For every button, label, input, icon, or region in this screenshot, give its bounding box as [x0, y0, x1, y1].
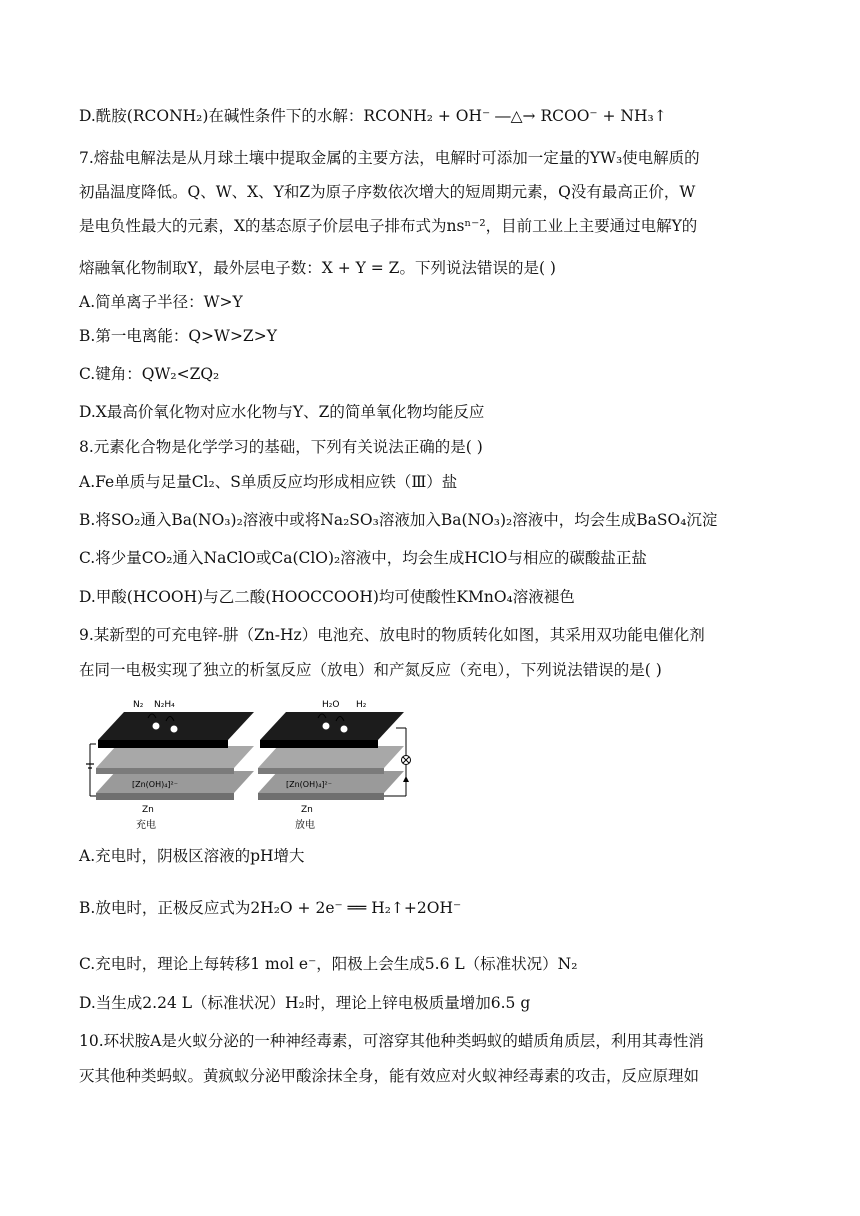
discharge-caption: 放电 — [295, 820, 315, 831]
battery-figure — [86, 688, 431, 834]
text-line: 10.环状胺A是火蚁分泌的一种神经毒素，可溶穿其他种类蚂蚁的蜡质角质层，利用其毒性消 — [79, 1032, 704, 1050]
text-line: B.放电时，正极反应式为2H₂O + 2e⁻ ══ H₂↑+2OH⁻ — [79, 899, 462, 917]
text-line: B.将SO₂通入Ba(NO₃)₂溶液中或将Na₂SO₃溶液加入Ba(NO₃)₂溶液中，均会生成BaSO₄沉淀 — [79, 511, 718, 529]
charge-caption: 充电 — [136, 820, 156, 831]
charge-gas1-label: N₂ — [133, 700, 144, 710]
discharge-gas2-label: H₂ — [356, 700, 367, 710]
charge-gas2-label: N₂H₄ — [154, 700, 175, 710]
text-line: 8.元素化合物是化学学习的基础，下列有关说法正确的是( ) — [79, 438, 483, 456]
charge-metal-label: Zn — [142, 805, 154, 815]
text-line: 初晶温度降低。Q、W、X、Y和Z为原子序数依次增大的短周期元素，Q没有最高正价，W — [79, 183, 696, 201]
battery-diagram — [86, 688, 431, 834]
discharge-gas1-label: H₂O — [322, 700, 340, 710]
text-line: D.甲酸(HCOOH)与乙二酸(HOOCCOOH)均可使酸性KMnO₄溶液褪色 — [79, 588, 575, 606]
text-line: 7.熔盐电解法是从月球土壤中提取金属的主要方法，电解时可添加一定量的YW₃使电解质的 — [79, 149, 700, 167]
text-line: 9.某新型的可充电锌-肼（Zn-Hz）电池充、放电时的物质转化如图，其采用双功能电催化剂 — [79, 626, 705, 644]
discharge-complex-label: [Zn(OH)₄]²⁻ — [286, 780, 332, 789]
text-line: A.简单离子半径：W>Y — [79, 293, 243, 311]
discharge-metal-label: Zn — [301, 805, 313, 815]
text-line: A.充电时，阴极区溶液的pH增大 — [79, 847, 305, 865]
text-line: A.Fe单质与足量Cl₂、S单质反应均形成相应铁（Ⅲ）盐 — [79, 473, 458, 491]
catalyst-electrode — [98, 712, 254, 740]
text-line: C.将少量CO₂通入NaClO或Ca(ClO)₂溶液中，均会生成HClO与相应的碳酸盐正盐 — [79, 549, 647, 567]
text-line: 熔融氧化物制取Y，最外层电子数：X + Y = Z。下列说法错误的是( ) — [79, 259, 556, 277]
charge-complex-label: [Zn(OH)₄]²⁻ — [132, 780, 178, 789]
text-line: 在同一电极实现了独立的析氢反应（放电）和产氮反应（充电），下列说法错误的是( ) — [79, 661, 662, 679]
text-line: 是电负性最大的元素，X的基态原子价层电子排布式为nsⁿ⁻²，目前工业上主要通过电解Y的 — [79, 217, 698, 235]
text-line: C.充电时，理论上每转移1 mol e⁻，阳极上会生成5.6 L（标准状况）N₂ — [79, 955, 578, 973]
text-line: D.酰胺(RCONH₂)在碱性条件下的水解：RCONH₂ + OH⁻ ―△→ RCOO⁻ + NH₃↑ — [79, 107, 667, 125]
separator-plate — [258, 746, 404, 768]
text-line: D.X最高价氧化物对应水化物与Y、Z的简单氧化物均能反应 — [79, 403, 485, 421]
catalyst-electrode — [260, 712, 404, 740]
text-line: B.第一电离能：Q>W>Z>Y — [79, 327, 277, 345]
text-line: C.键角：QW₂<ZQ₂ — [79, 365, 220, 383]
text-line: 灭其他种类蚂蚁。黄疯蚁分泌甲酸涂抹全身，能有效应对火蚁神经毒素的攻击，反应原理如 — [79, 1067, 700, 1085]
discharge-cell — [258, 700, 411, 831]
separator-plate — [96, 746, 254, 768]
charge-cell — [86, 700, 254, 831]
text-line: D.当生成2.24 L（标准状况）H₂时，理论上锌电极质量增加6.5 g — [79, 994, 531, 1012]
